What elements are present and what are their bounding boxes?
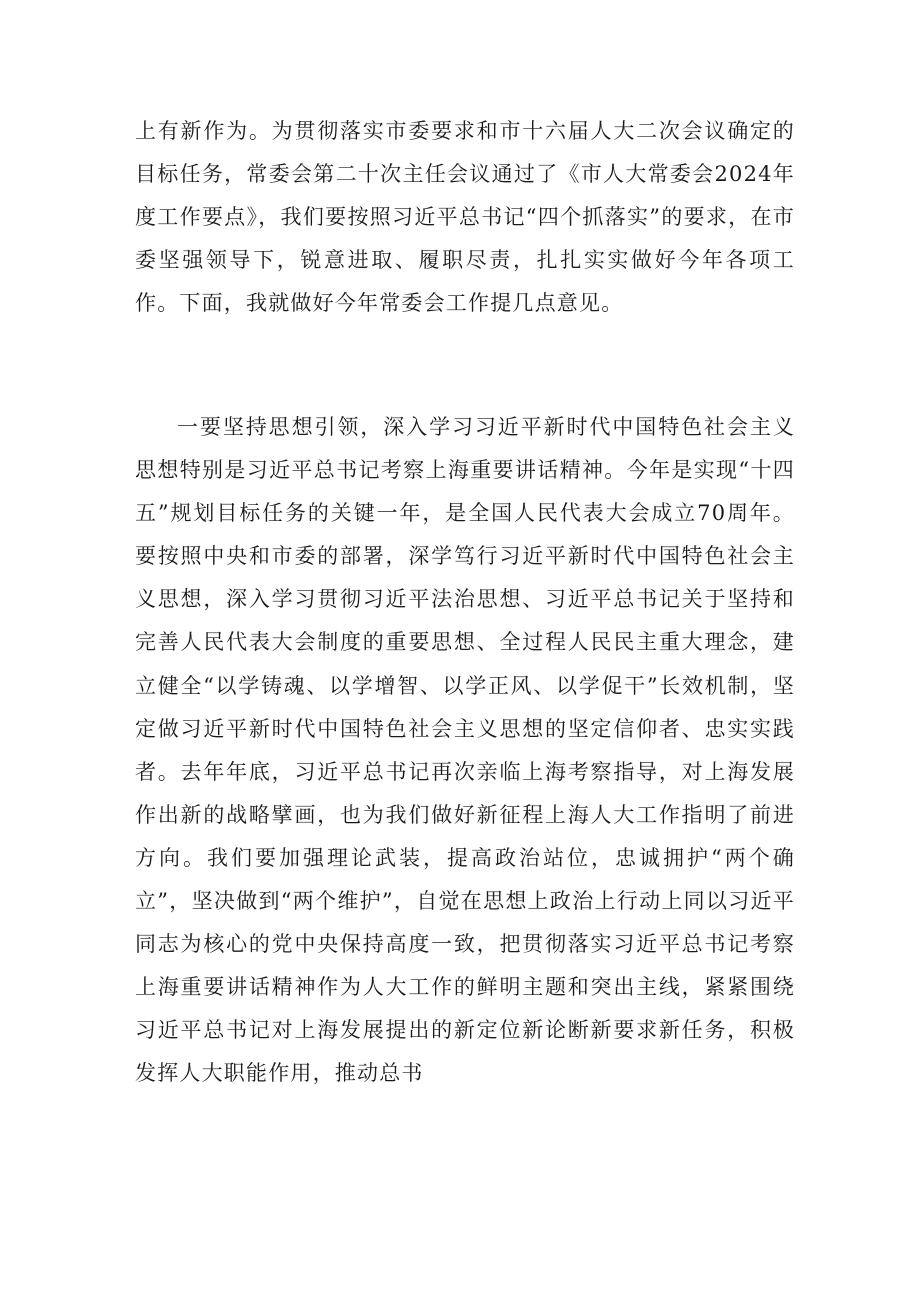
body-paragraph-2: 一要坚持思想引领，深入学习习近平新时代中国特色社会主义思想特别是习近平总书记考察上海重要讲话精神。今年是实现“十四五”规划目标任务的关键一年，是全国人民代表大会成立70周年。要按照中央和市委的部署，深学笃行习近平新时代中国特色社会主义思想，深入学习贯彻习近平法治思想、习近平总书记关于坚持和完善人民代表大会制度的重要思想、全过程人民民主重大理念，建立健全“以学铸魂、以学增智、以学正风、以学促干”长效机制，坚定做习近平新时代中国特色社会主义思想的坚定信仰者、忠实实践者。去年年底，习近平总书记再次亲临上海考察指导，对上海发展作出新的战略擘画，也为我们做好新征程上海人大工作指明了前进方向。我们要加强理论武装，提高政治站位，忠诚拥护“两个确立”，坚决做到“两个维护”，自觉在思想上政治上行动上同以习近平同志为核心的党中央保持高度一致，把贯彻落实习近平总书记考察上海重要讲话精神作为人大工作的鲜明主题和突出主线，紧紧围绕习近平总书记对上海发展提出的新定位新论断新要求新任务，积极发挥人大职能作用，推动总书 xyxy=(135,415,795,1086)
body-paragraph-1: 上有新作为。为贯彻落实市委要求和市十六届人大二次会议确定的目标任务，常委会第二十次主任会议通过了《市人大常委会2024年度工作要点》，我们要按照习近平总书记“四个抓落实”的要求，在市委坚强领导下，锐意进取、履职尽责，扎扎实实做好今年各项工作。下面，我就做好今年常委会工作提几点意见。 xyxy=(135,119,795,316)
